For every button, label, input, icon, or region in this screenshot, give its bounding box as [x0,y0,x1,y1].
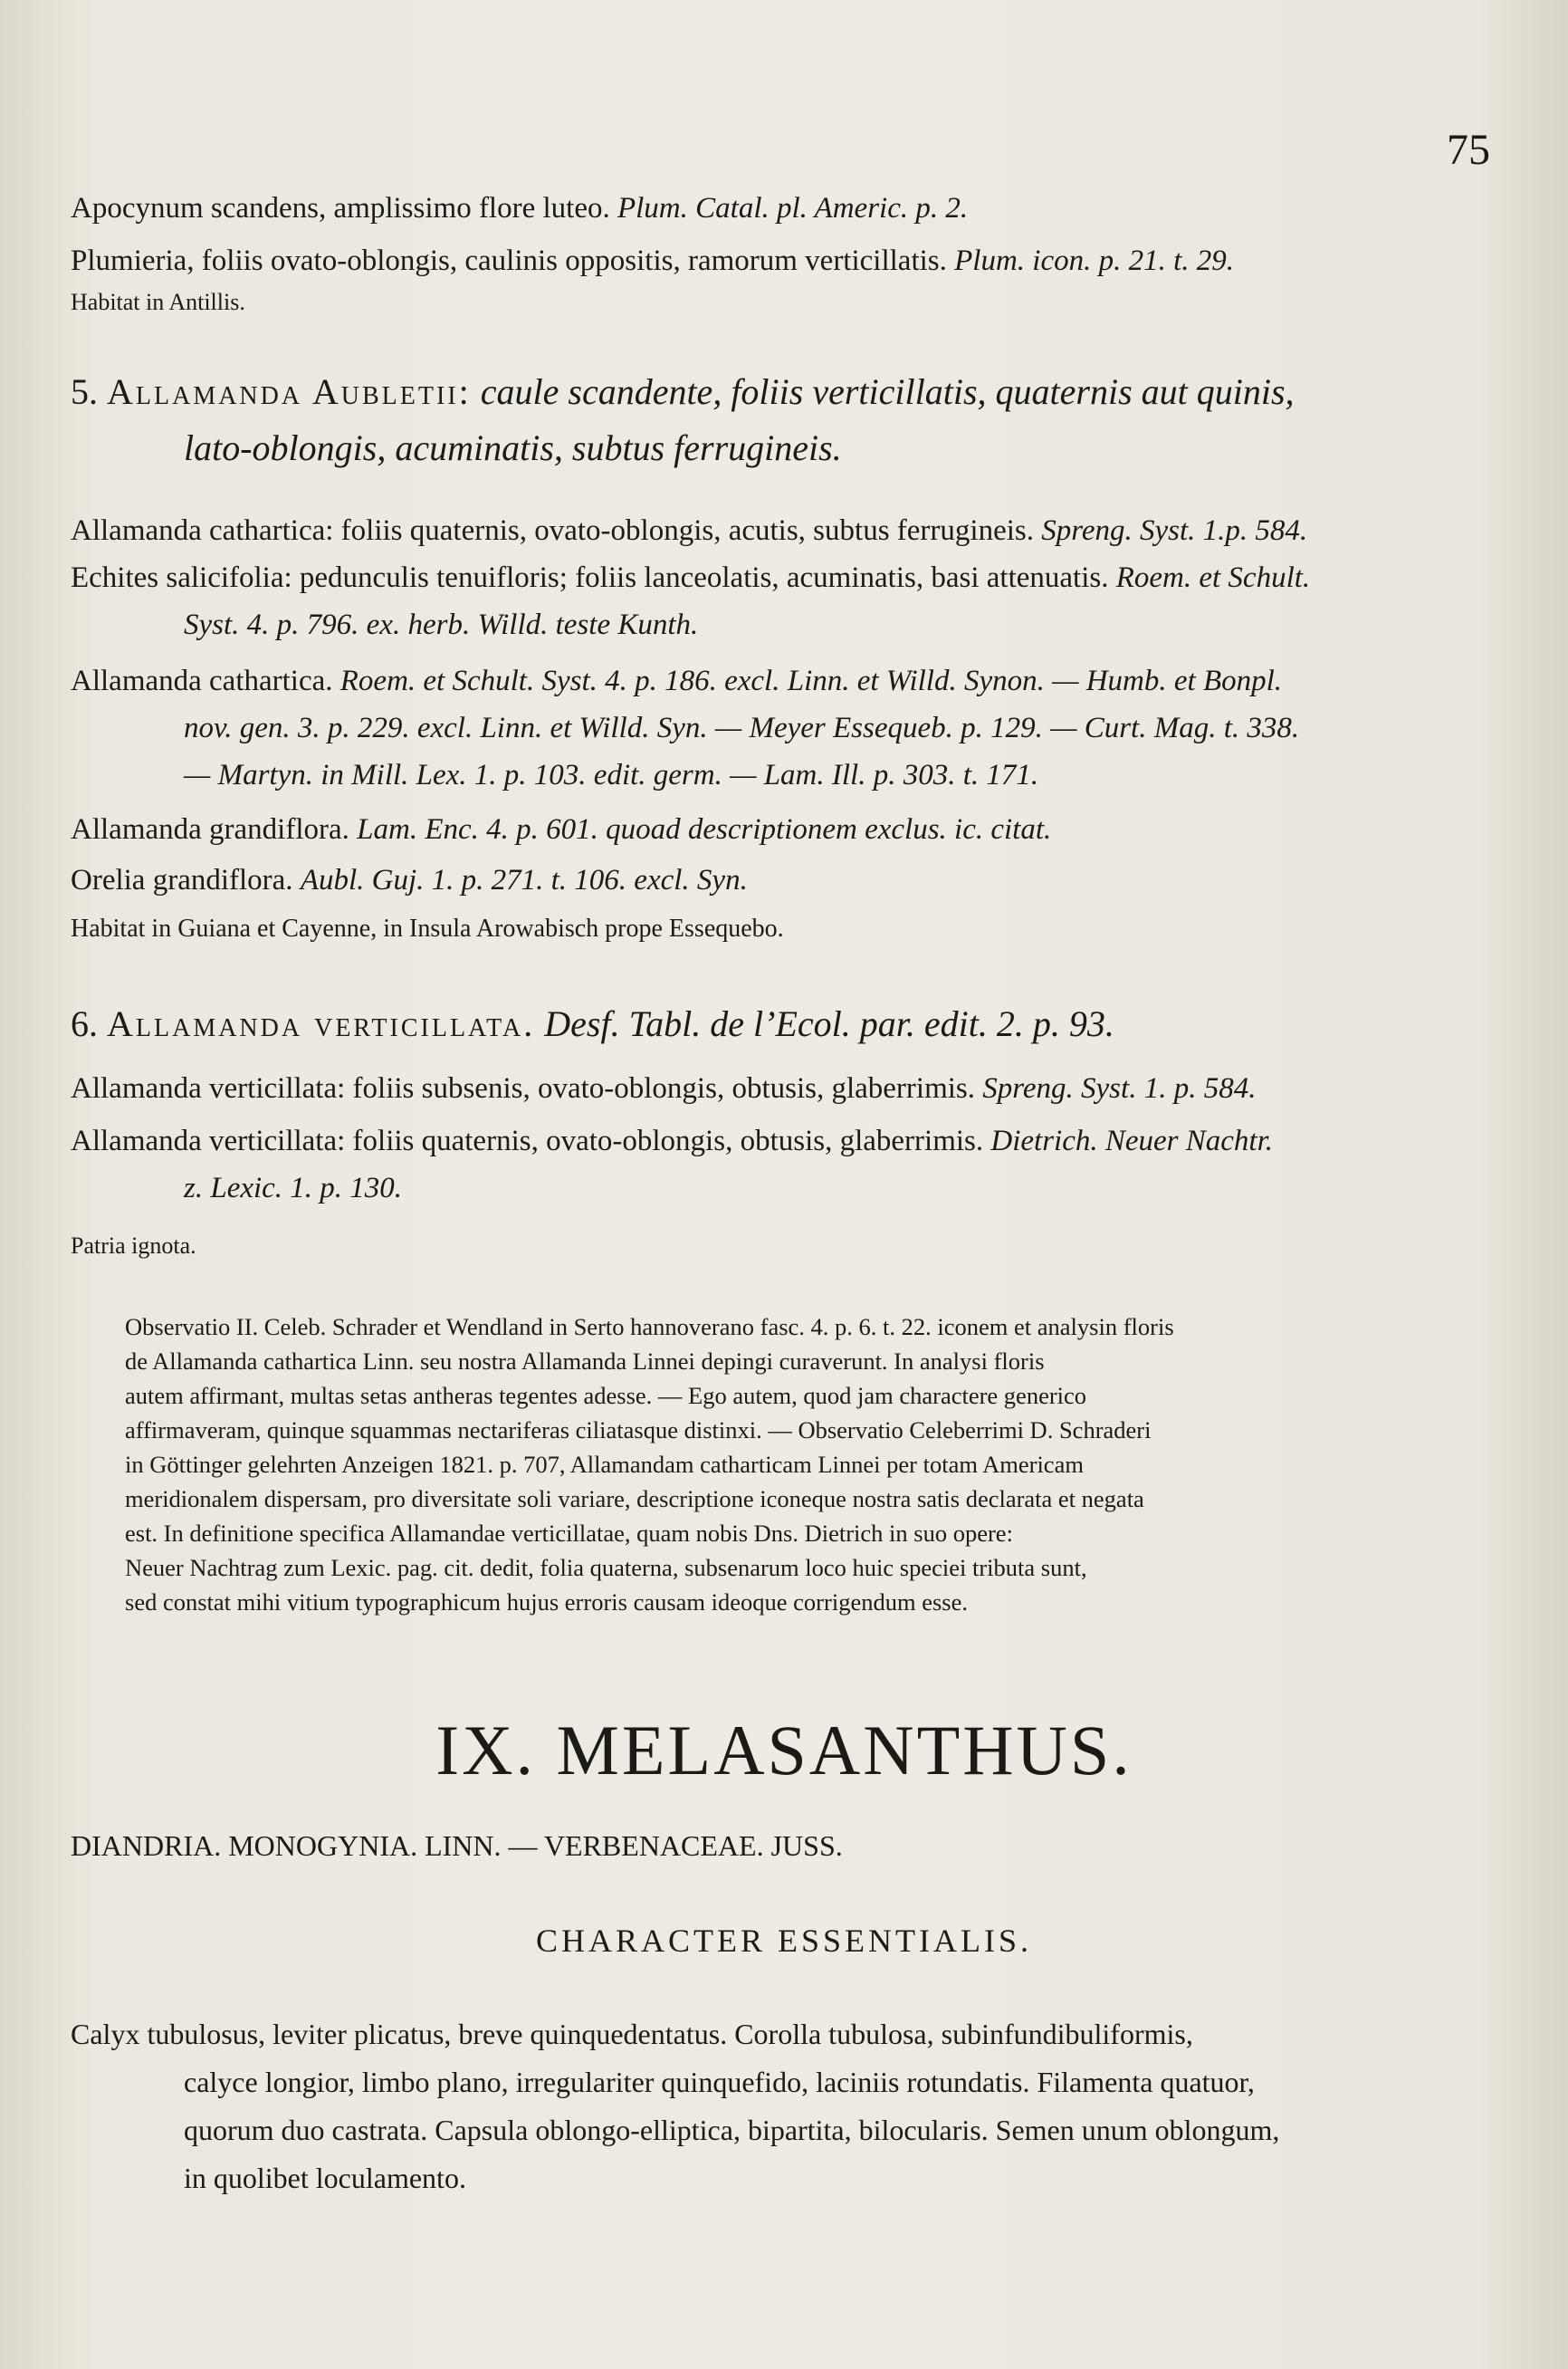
observatio-paragraph [125,1309,1492,1619]
species-5-heading: 5. Allamanda Aubletii: caule scandente, foliis verticillatis, quaternis aut quinis, [71,371,1295,412]
classification-line: DIANDRIA. MONOGYNIA. LINN. — VERBENACEAE. JUSS. [71,1829,843,1862]
habitat-text: Habitat in Guiana et Cayenne, in Insula Arowabisch prope Essequebo. [71,915,784,943]
observatio-line: in Göttinger gelehrten Anzeigen 1821. p. 707, Allamandam catharticam Linnei per totam Americam [125,1451,1084,1478]
observatio-line: sed constat mihi vitium typographicum hujus erroris causam ideoque corrigendum esse. [125,1588,968,1616]
patria-text: Patria ignota. [71,1232,196,1259]
synonym-line: Allamanda grandiflora. Lam. Enc. 4. p. 601. quoad descriptionem exclus. ic. citat. [71,813,1052,846]
observatio-line: meridionalem dispersam, pro diversitate soli variare, descriptione iconeque nostra satis declarata et negata [125,1485,1144,1512]
species-6-heading: 6. Allamanda verticillata. Desf. Tabl. de l’Ecol. par. edit. 2. p. 93. [71,1003,1114,1044]
synonym-line: Echites salicifolia: pedunculis tenuifloris; foliis lanceolatis, acuminatis, basi attenuatis. Roem. et Schult. [71,561,1311,594]
genus-title: IX. MELASANTHUS. [435,1711,1133,1789]
intro-block [71,185,1492,321]
page-number: 75 [1447,126,1490,174]
species-6-block [71,996,1492,1264]
observatio-line: autem affirmant, multas setas antheras tegentes adesse. — Ego autem, quod jam charactere generico [125,1382,1087,1409]
observatio-line: Observatio II. Celeb. Schrader et Wendland in Serto hannoverano fasc. 4. p. 6. t. 22. iconem et analysin floris [125,1313,1174,1340]
synonym-line: Apocynum scandens, amplissimo flore luteo. Plum. Catal. pl. Americ. p. 2. [71,192,969,225]
species-5-block [71,364,1492,947]
species-5-diagnosis: lato-oblongis, acuminatis, subtus ferrugineis. [184,427,842,468]
character-heading: CHARACTER ESSENTIALIS. [535,1923,1033,1959]
observatio-line: Neuer Nachtrag zum Lexic. pag. cit. dedit, folia quaterna, subsenarum loco huic speciei tributa sunt, [125,1554,1087,1581]
synonym-continuation: z. Lexic. 1. p. 130. [184,1172,403,1204]
synonym-continuation: — Martyn. in Mill. Lex. 1. p. 103. edit. germ. — Lam. Ill. p. 303. t. 171. [184,759,1039,791]
observatio-line: affirmaveram, quinque squammas nectariferas ciliatasque distinxi. — Observatio Celeberrimi D. Schraderi [125,1416,1152,1443]
observatio-line: est. In definitione specifica Allamandae verticillatae, quam nobis Dns. Dietrich in suo opere: [125,1520,1013,1547]
habitat-text: Habitat in Antillis. [71,289,245,315]
synonym-continuation: nov. gen. 3. p. 229. excl. Linn. et Willd. Syn. — Meyer Essequeb. p. 129. — Curt. Mag. t. 338. [184,712,1300,744]
character-essentialis-text [71,2010,1492,2202]
synonym-line: Orelia grandiflora. Aubl. Guj. 1. p. 271. t. 106. excl. Syn. [71,864,748,897]
observatio-line: de Allamanda cathartica Linn. seu nostra Allamanda Linnei depingi curaverunt. In analysi floris [125,1348,1045,1375]
character-line: calyce longior, limbo plano, irregulariter quinquefido, laciniis rotundatis. Filamenta quatuor, [184,2066,1255,2098]
synonym-line: Plumieria, foliis ovato-oblongis, caulinis oppositis, ramorum verticillatis. Plum. icon. p. 21. t. 29. [71,245,1235,277]
synonym-line: Allamanda verticillata: foliis subsenis, ovato-oblongis, obtusis, glaberrimis. Spreng. Syst. 1. p. 584. [71,1072,1257,1105]
synonym-line: Allamanda cathartica: foliis quaternis, ovato-oblongis, acutis, subtus ferrugineis. Spreng. Syst. 1.p. 584. [71,514,1308,547]
synonym-line: Allamanda verticillata: foliis quaternis, ovato-oblongis, obtusis, glaberrimis. Dietrich. Neuer Nachtr. [71,1125,1274,1157]
character-line: quorum duo castrata. Capsula oblongo-elliptica, bipartita, bilocularis. Semen unum oblongum, [184,2114,1280,2146]
synonym-line: Allamanda cathartica. Roem. et Schult. Syst. 4. p. 186. excl. Linn. et Willd. Synon. — Humb. et Bonpl. [71,665,1283,697]
character-line: Calyx tubulosus, leviter plicatus, breve quinquedentatus. Corolla tubulosa, subinfundibuliformis, [71,2018,1193,2050]
synonym-continuation: Syst. 4. p. 796. ex. herb. Willd. teste Kunth. [184,609,699,641]
character-line: in quolibet loculamento. [184,2162,466,2194]
